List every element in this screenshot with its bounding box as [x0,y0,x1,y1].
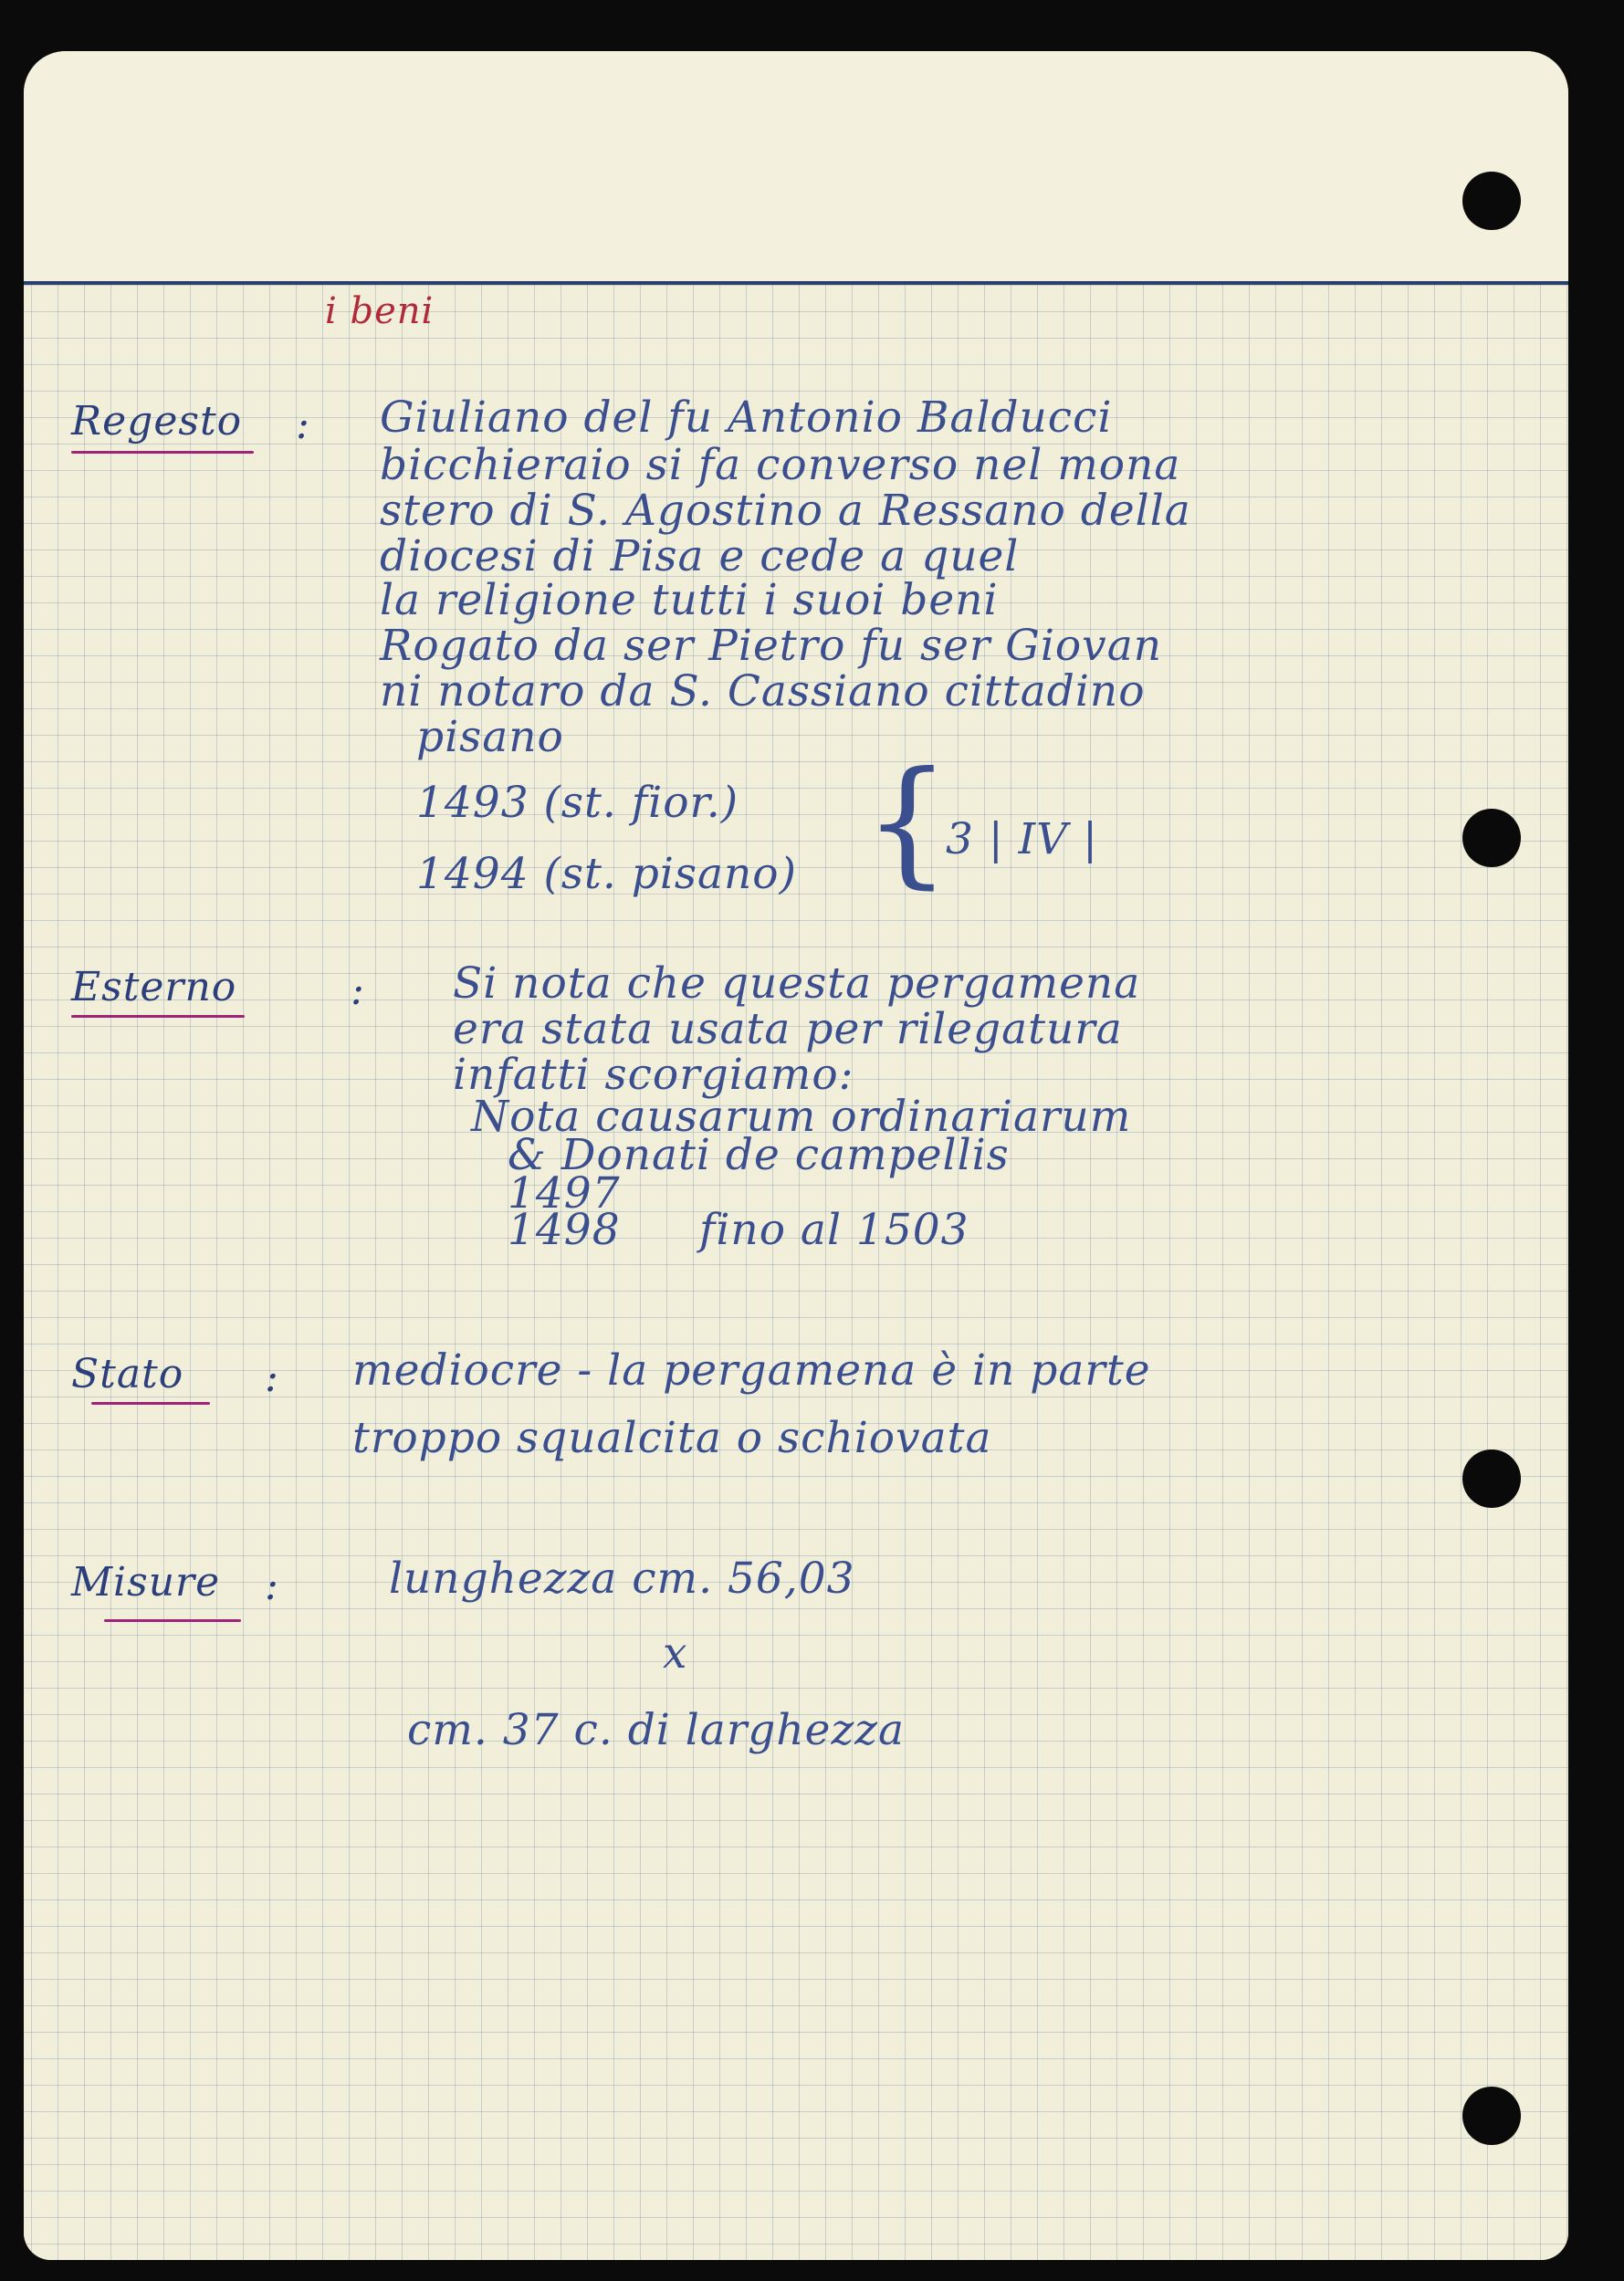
card-header-band [24,51,1568,283]
regesto-line: diocesi di Pisa e cede a quel [380,531,1020,581]
regesto-colon: : [296,402,310,448]
regesto-line: pisano [416,712,564,762]
punch-hole [1462,1449,1521,1508]
esterno-colon: : [351,968,365,1014]
misure-times: x [663,1628,688,1679]
esterno-until: fino al 1503 [699,1205,969,1255]
regesto-line: stero di S. Agostino a Ressano della [380,486,1191,536]
stato-underline [91,1402,210,1405]
date-day-month: 3 | IV | [946,814,1098,864]
punch-hole [1462,172,1521,230]
punch-hole [1462,809,1521,867]
misure-colon: : [265,1563,279,1609]
esterno-label: Esterno [71,964,237,1010]
punch-hole [1462,2087,1521,2145]
misure-underline [104,1619,241,1622]
misure-length: lunghezza cm. 56,03 [389,1554,855,1604]
misure-width: cm. 37 c. di larghezza [407,1705,906,1755]
esterno-line: Si nota che questa pergamena [453,958,1141,1009]
esterno-year: 1498 [508,1205,621,1255]
regesto-underline [71,451,254,454]
stato-colon: : [265,1355,279,1401]
regesto-line: la religione tutti i suoi beni [380,575,999,625]
regesto-line: bicchieraio si fa converso nel mona [380,440,1181,490]
esterno-underline [71,1015,245,1018]
regesto-label: Regesto [71,398,243,445]
date-pisan-style: 1494 (st. pisano) [416,849,797,899]
curly-brace: { [864,743,951,902]
archival-card [24,51,1568,2260]
regesto-line: Giuliano del fu Antonio Balducci [380,392,1113,443]
regesto-line: ni notaro da S. Cassiano cittadino [380,666,1146,717]
esterno-year: 1497 [508,1168,621,1219]
esterno-line: era stata usata per rilegatura [453,1004,1123,1054]
esterno-line: infatti scorgiamo: [453,1050,854,1100]
stato-line: troppo squalcita o schiovata [352,1413,992,1463]
regesto-line: Rogato da ser Pietro fu ser Giovan [380,621,1163,671]
esterno-line: & Donati de campellis [508,1130,1010,1180]
stato-line: mediocre - la pergamena è in parte [352,1345,1151,1396]
header-note: i beni [325,290,435,332]
misure-label: Misure [71,1559,221,1606]
date-florentine-style: 1493 (st. fior.) [416,778,739,828]
esterno-line: Nota causarum ordinariarum [471,1092,1132,1142]
stato-label: Stato [71,1351,184,1397]
